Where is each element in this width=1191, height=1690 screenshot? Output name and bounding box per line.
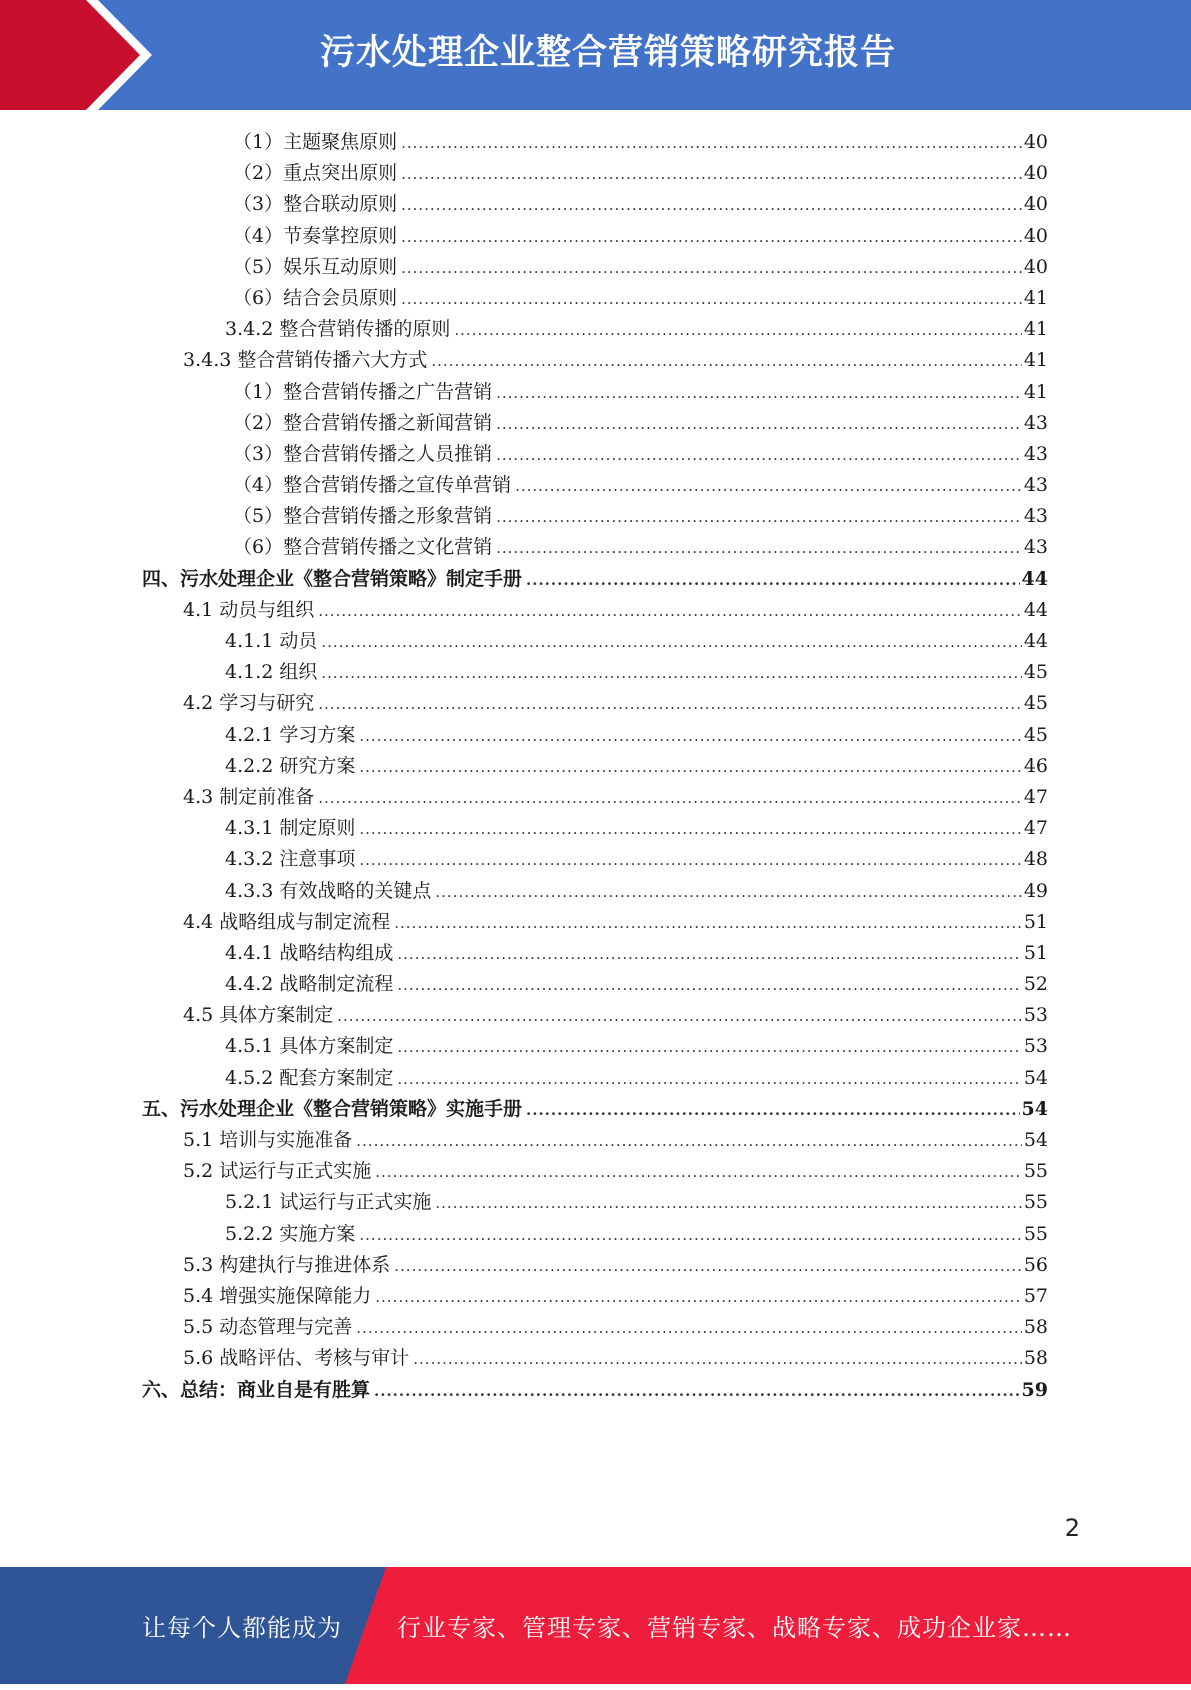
page-number: 2 <box>1064 1514 1080 1542</box>
toc-entry[interactable] <box>0 221 1048 252</box>
toc-entry-label: （4）整合营销传播之宣传单营销 <box>233 474 512 497</box>
toc-dot-leader <box>401 128 1022 159</box>
toc-dot-leader <box>496 502 1022 533</box>
toc-entry-page: 54 <box>1021 1097 1048 1120</box>
toc-dot-leader <box>318 783 1022 814</box>
toc-dot-leader <box>496 533 1022 564</box>
toc-entry[interactable] <box>0 688 1048 719</box>
toc-entry-label: （1）主题聚焦原则 <box>233 131 398 153</box>
toc-entry-label: 4.4 战略组成与制定流程 <box>183 910 391 933</box>
toc-dot-leader <box>374 1376 1020 1407</box>
toc-dot-leader <box>401 222 1022 253</box>
toc-entry-label: 4.4.1 战略结构组成 <box>225 941 394 964</box>
toc-entry[interactable] <box>0 938 1048 969</box>
toc-entry[interactable] <box>0 1375 1048 1406</box>
toc-entry[interactable] <box>0 1063 1048 1094</box>
toc-entry-label: 4.4.2 战略制定流程 <box>225 973 394 996</box>
toc-entry[interactable] <box>0 1219 1048 1250</box>
toc-dot-leader <box>526 565 1020 596</box>
toc-entry-page: 58 <box>1023 1316 1048 1339</box>
toc-entry-page: 44 <box>1023 598 1048 621</box>
page-header <box>0 0 1191 110</box>
toc-entry-label: 4.3 制定前准备 <box>183 785 315 808</box>
toc-dot-leader <box>496 378 1022 409</box>
toc-entry-label: 4.2.1 学习方案 <box>225 723 356 746</box>
toc-dot-leader <box>401 190 1022 221</box>
toc-dot-leader <box>375 1157 1022 1188</box>
toc-entry-page: 40 <box>1023 193 1048 216</box>
toc-entry[interactable] <box>0 252 1048 283</box>
toc-entry-page: 44 <box>1021 567 1048 590</box>
toc-entry-page: 41 <box>1023 349 1048 372</box>
table-of-contents <box>0 127 1191 1406</box>
toc-entry[interactable] <box>0 876 1048 907</box>
toc-dot-leader <box>401 284 1022 315</box>
toc-entry-label: 六、总结：商业自是有胜算 <box>142 1378 371 1401</box>
toc-entry-label: 5.5 动态管理与完善 <box>183 1316 353 1339</box>
toc-entry-label: 4.3.3 有效战略的关键点 <box>225 879 432 902</box>
toc-entry-label: 5.2.1 试运行与正式实施 <box>225 1191 432 1214</box>
toc-entry-label: （1）整合营销传播之广告营销 <box>233 380 493 403</box>
toc-entry[interactable] <box>0 1281 1048 1312</box>
toc-entry[interactable] <box>0 314 1048 345</box>
toc-dot-leader <box>515 471 1022 502</box>
toc-entry-label: 4.2 学习与研究 <box>183 692 315 715</box>
toc-dot-leader <box>526 1095 1020 1126</box>
toc-entry-label: 4.5.1 具体方案制定 <box>225 1035 394 1058</box>
toc-entry-page: 54 <box>1023 1129 1048 1151</box>
toc-dot-leader <box>356 1126 1022 1157</box>
toc-entry[interactable] <box>0 595 1048 626</box>
toc-entry[interactable] <box>0 782 1048 813</box>
toc-dot-leader <box>397 1064 1021 1095</box>
toc-entry-label: 4.3.2 注意事项 <box>225 848 356 871</box>
toc-entry[interactable] <box>0 907 1048 938</box>
toc-entry[interactable] <box>0 657 1048 688</box>
toc-entry-label: （4）节奏掌控原则 <box>233 224 398 247</box>
toc-dot-leader <box>359 1220 1021 1251</box>
toc-entry[interactable] <box>0 470 1048 501</box>
toc-entry-label: 四、污水处理企业《整合营销策略》制定手册 <box>142 567 523 590</box>
toc-dot-leader <box>431 346 1021 377</box>
toc-dot-leader <box>401 159 1022 190</box>
toc-entry[interactable] <box>0 283 1048 314</box>
toc-entry-label: （5）整合营销传播之形象营销 <box>233 505 493 528</box>
toc-entry[interactable] <box>0 439 1048 470</box>
toc-entry[interactable] <box>0 1250 1048 1281</box>
toc-entry-label: 5.4 增强实施保障能力 <box>183 1284 372 1307</box>
toc-entry[interactable] <box>0 408 1048 439</box>
toc-dot-leader <box>356 1313 1022 1344</box>
toc-entry[interactable] <box>0 345 1048 376</box>
toc-entry-label: 5.1 培训与实施准备 <box>183 1129 353 1151</box>
toc-entry-label: （6）结合会员原则 <box>233 286 398 309</box>
toc-entry-page: 43 <box>1023 505 1048 528</box>
toc-entry-label: （2）重点突出原则 <box>233 162 398 185</box>
toc-entry[interactable] <box>0 1187 1048 1218</box>
toc-entry-page: 43 <box>1023 536 1048 559</box>
toc-entry-page: 48 <box>1023 848 1048 871</box>
toc-entry-page: 55 <box>1023 1222 1048 1245</box>
toc-entry-page: 57 <box>1023 1284 1048 1307</box>
toc-dot-leader <box>401 253 1022 284</box>
toc-dot-leader <box>359 814 1021 845</box>
toc-entry-label: 4.5.2 配套方案制定 <box>225 1066 394 1089</box>
toc-entry-page: 59 <box>1021 1378 1048 1401</box>
toc-entry-page: 58 <box>1023 1347 1048 1370</box>
toc-entry-page: 55 <box>1023 1191 1048 1214</box>
document-title: 污水处理企业整合营销策略研究报告 <box>319 33 896 73</box>
toc-entry[interactable] <box>0 751 1048 782</box>
toc-entry[interactable] <box>0 532 1048 563</box>
toc-entry-label: 5.6 战略评估、考核与审计 <box>183 1347 410 1370</box>
toc-dot-leader <box>394 1251 1022 1282</box>
toc-dot-leader <box>413 1344 1022 1375</box>
toc-entry[interactable] <box>0 1094 1048 1125</box>
toc-entry[interactable] <box>0 720 1048 751</box>
toc-dot-leader <box>337 1001 1022 1032</box>
toc-entry-label: （3）整合联动原则 <box>233 193 398 216</box>
toc-entry[interactable] <box>0 377 1048 408</box>
toc-entry-page: 56 <box>1023 1253 1048 1276</box>
toc-entry-page: 40 <box>1023 224 1048 247</box>
toc-entry-label: 3.4.3 整合营销传播六大方式 <box>183 349 428 372</box>
toc-entry-page: 41 <box>1023 380 1048 403</box>
footer-slogan-left: 让每个人都能成为 <box>142 1614 342 1642</box>
toc-entry-page: 46 <box>1023 754 1048 777</box>
toc-entry-page: 53 <box>1023 1004 1048 1027</box>
toc-entry-page: 53 <box>1023 1035 1048 1058</box>
toc-entry-label: 5.2.2 实施方案 <box>225 1222 356 1245</box>
toc-dot-leader <box>435 877 1021 908</box>
toc-entry[interactable] <box>0 1125 1048 1156</box>
page-footer <box>0 1567 1191 1684</box>
toc-entry-label: 4.5 具体方案制定 <box>183 1004 334 1027</box>
toc-entry-label: （2）整合营销传播之新闻营销 <box>233 411 493 434</box>
toc-dot-leader <box>397 939 1021 970</box>
toc-entry[interactable] <box>0 1312 1048 1343</box>
toc-entry-label: 五、污水处理企业《整合营销策略》实施手册 <box>142 1097 523 1120</box>
toc-entry-label: 4.1.2 组织 <box>225 661 318 684</box>
toc-entry[interactable] <box>0 189 1048 220</box>
toc-entry-label: 3.4.2 整合营销传播的原则 <box>225 318 451 341</box>
toc-entry-page: 47 <box>1023 817 1048 840</box>
toc-entry-page: 41 <box>1023 318 1048 341</box>
toc-entry-page: 41 <box>1023 286 1048 309</box>
toc-entry[interactable] <box>0 813 1048 844</box>
toc-entry-page: 51 <box>1023 910 1048 933</box>
toc-entry[interactable] <box>0 1343 1048 1374</box>
toc-entry-page: 43 <box>1023 411 1048 434</box>
toc-dot-leader <box>454 315 1021 346</box>
toc-entry[interactable] <box>0 1156 1048 1187</box>
toc-dot-leader <box>496 409 1022 440</box>
toc-dot-leader <box>359 752 1021 783</box>
toc-entry-page: 43 <box>1023 442 1048 465</box>
toc-entry[interactable] <box>0 1031 1048 1062</box>
toc-entry-page: 55 <box>1023 1160 1048 1183</box>
toc-entry-page: 40 <box>1023 162 1048 185</box>
toc-dot-leader <box>394 908 1022 939</box>
toc-entry-label: （6）整合营销传播之文化营销 <box>233 536 493 559</box>
toc-entry-page: 40 <box>1023 255 1048 278</box>
toc-entry-page: 44 <box>1023 630 1048 652</box>
toc-entry-label: 5.3 构建执行与推进体系 <box>183 1253 391 1276</box>
toc-dot-leader <box>321 627 1021 658</box>
toc-dot-leader <box>359 721 1021 752</box>
toc-dot-leader <box>435 1188 1021 1219</box>
footer-slogan-right: 行业专家、管理专家、营销专家、战略专家、成功企业家…… <box>397 1614 1072 1642</box>
toc-entry[interactable] <box>0 1000 1048 1031</box>
toc-dot-leader <box>397 970 1021 1001</box>
toc-entry-page: 40 <box>1023 131 1048 153</box>
toc-entry-page: 45 <box>1023 661 1048 684</box>
toc-entry-label: 4.2.2 研究方案 <box>225 754 356 777</box>
toc-entry-page: 54 <box>1023 1066 1048 1089</box>
toc-entry[interactable] <box>0 127 1048 158</box>
toc-entry[interactable] <box>0 158 1048 189</box>
toc-entry-label: 5.2 试运行与正式实施 <box>183 1160 372 1183</box>
toc-dot-leader <box>359 845 1021 876</box>
toc-dot-leader <box>375 1282 1022 1313</box>
toc-entry-label: 4.3.1 制定原则 <box>225 817 356 840</box>
toc-dot-leader <box>318 689 1022 720</box>
toc-entry-page: 52 <box>1023 973 1048 996</box>
toc-entry[interactable] <box>0 564 1048 595</box>
toc-entry-label: （3）整合营销传播之人员推销 <box>233 442 493 465</box>
toc-entry-page: 51 <box>1023 941 1048 964</box>
toc-entry-label: 4.1 动员与组织 <box>183 598 315 621</box>
toc-entry-label: 4.1.1 动员 <box>225 630 318 652</box>
toc-dot-leader <box>496 440 1022 471</box>
toc-dot-leader <box>318 596 1022 627</box>
toc-entry-page: 47 <box>1023 785 1048 808</box>
toc-entry-label: （5）娱乐互动原则 <box>233 255 398 278</box>
toc-entry-page: 49 <box>1023 879 1048 902</box>
toc-entry[interactable] <box>0 626 1048 657</box>
toc-entry-page: 43 <box>1023 474 1048 497</box>
toc-entry-page: 45 <box>1023 692 1048 715</box>
toc-dot-leader <box>321 658 1021 689</box>
toc-entry[interactable] <box>0 844 1048 875</box>
toc-entry[interactable] <box>0 969 1048 1000</box>
toc-entry-page: 45 <box>1023 723 1048 746</box>
toc-entry[interactable] <box>0 501 1048 532</box>
toc-dot-leader <box>397 1032 1021 1063</box>
